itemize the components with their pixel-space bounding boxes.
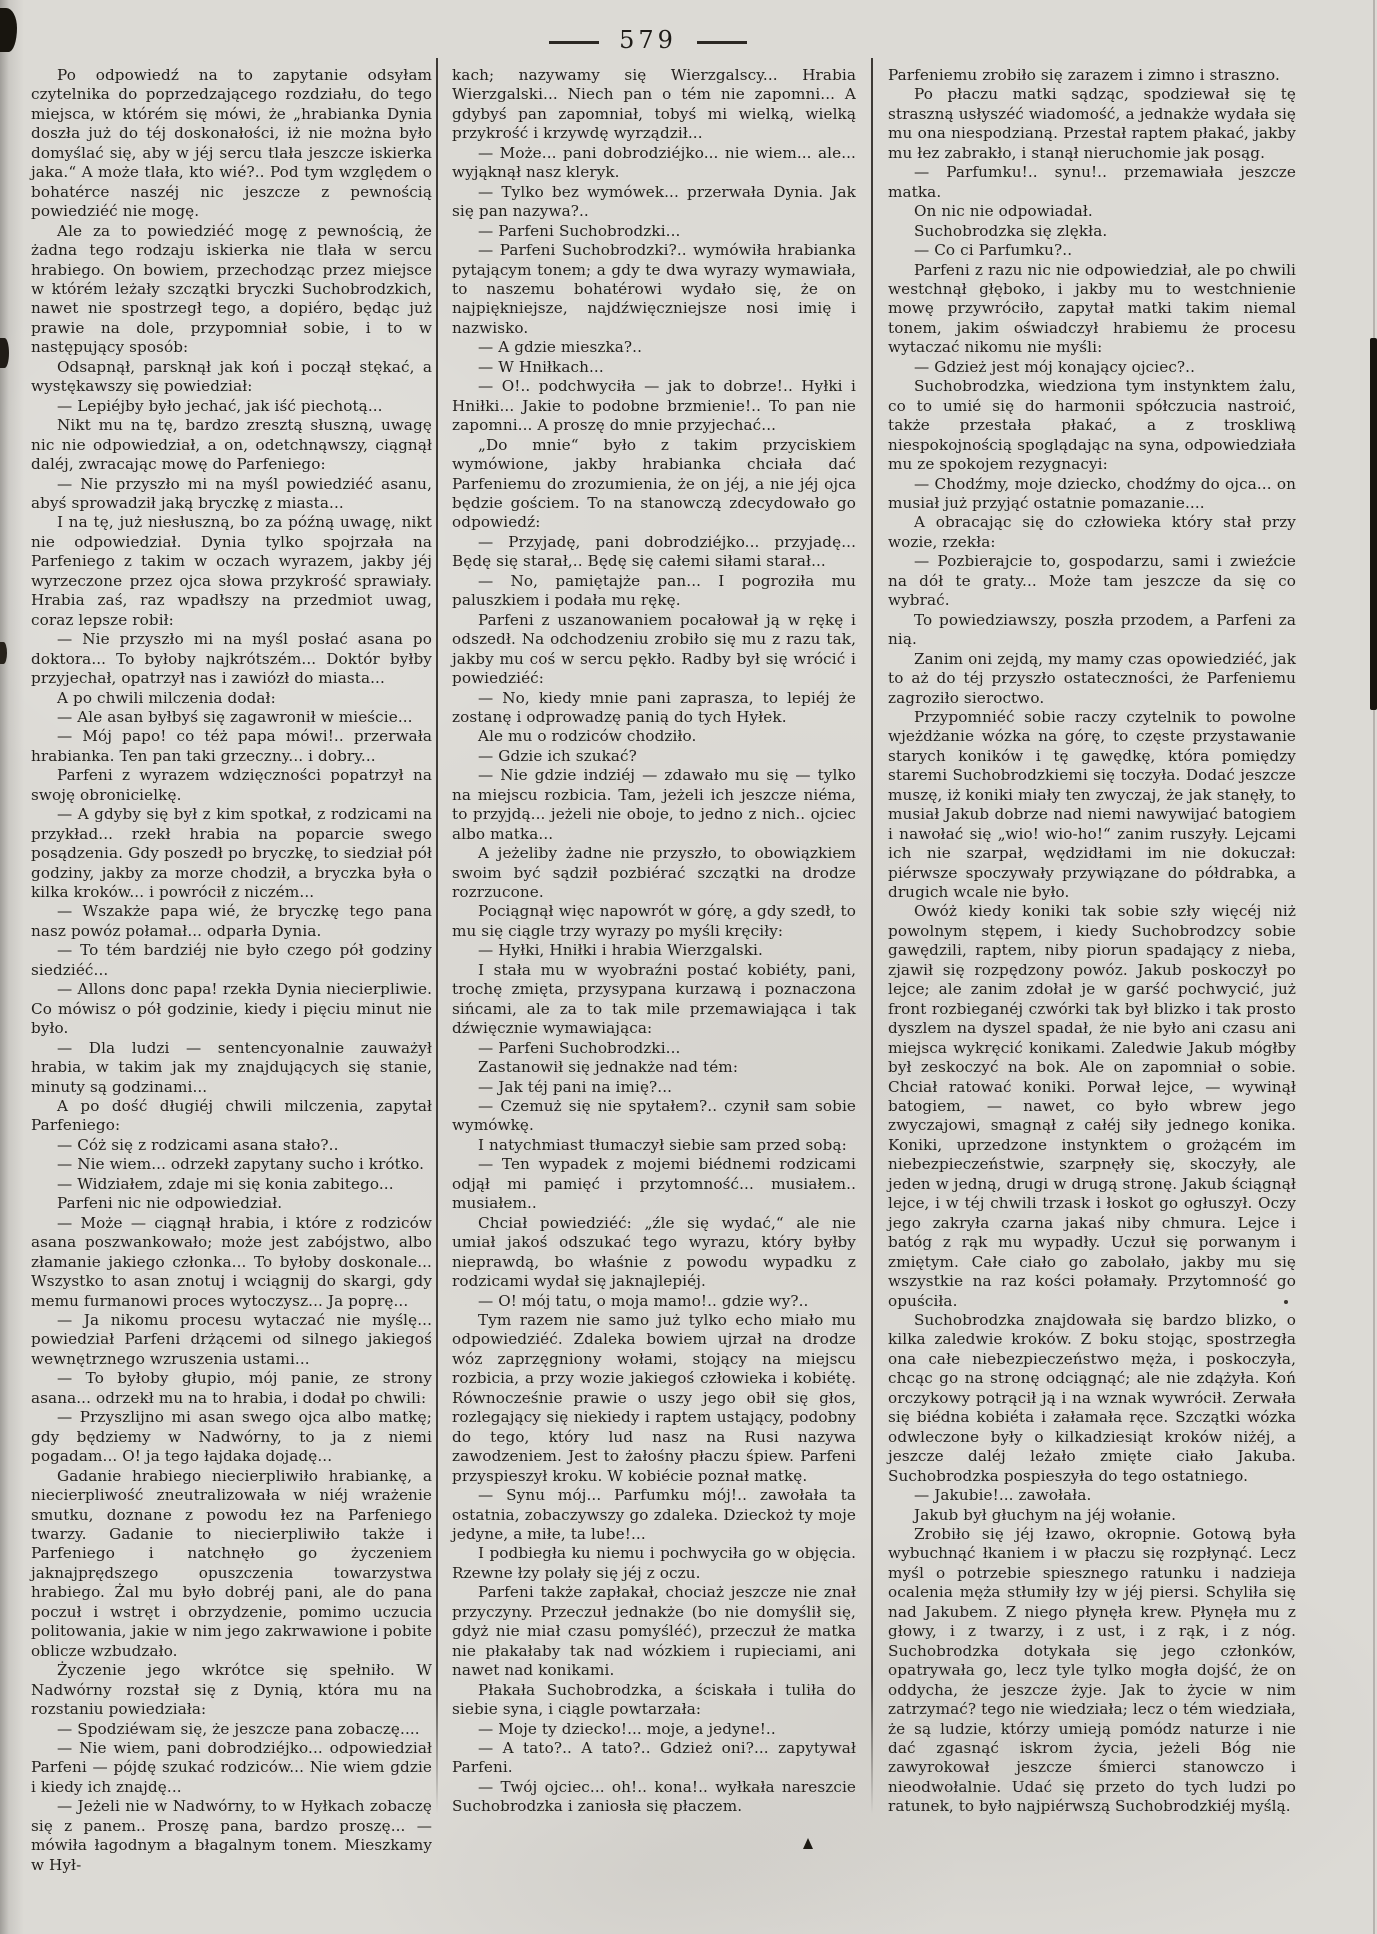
scan-gutter-shadow <box>0 0 26 1934</box>
scan-edge-faint <box>1373 0 1375 1934</box>
paragraph: — Gdzie ich szukać? <box>478 746 637 765</box>
paragraph: — Wszakże papa wié, że bryczkę tego pana nasz powóz połamał... odparła Dynia. <box>31 902 432 940</box>
paragraph: — O!.. podchwyciła — jak to dobrze!.. Hyłki i Hniłki... Jakie to podobne brzmienie!.. To pan nie zapomni... A proszę do mnie przyjechać... <box>452 377 856 435</box>
paragraph: — W Hniłkach... <box>478 357 604 376</box>
paragraph: Suchobrodzka znajdowała się bardzo blizko, o kilka zaledwie kroków. Z boku stojąc, spostrzegła ona całe niebezpieczeństwo męża, i poskoczyła, chcąc go na stronę odciągnąć; ale nie zdążyła. Koń orczykowy potrącił ją i na wznak wywrócił. Zerwała się biédna kobiéta i załamała ręce. Szczątki wózka odwleczone były o kilkadziesiąt kroków niżéj, a jeszcze daléj leżało zmięte ciało Jakuba. Suchobrodzka pospieszyła do tego ostatniego. <box>888 1311 1296 1485</box>
paragraph: Jakub był głuchym na jéj wołanie. <box>914 1505 1177 1524</box>
paragraph: Chciał powiedziéć: „źle się wydać,“ ale nie umiał jakoś odszukać tego wyrazu, który byłby nieprawdą, bo właśnie z powodu wypadku z rodzicami wydał się jaknajlepiéj. <box>452 1213 856 1291</box>
text-column-3 <box>888 66 1296 1817</box>
text-column-2 <box>452 66 856 1817</box>
paragraph: — No, pamiętajże pan... I pogroziła mu paluszkiem i podała mu rękę. <box>452 571 856 610</box>
paragraph: Owóż kiedy koniki tak sobie szły więcéj niż powolnym stępem, i kiedy Suchobrodzcy sobie gawędzili, raptem, niby piorun spadający z nieba, zjawił się rozpędzony powóz. Jakub poskoczył po lejce; ale zanim zdołał je w garść pochwycić, już front rozbieganéj czwórki tak był blizko i tak prosto dyszlem na dyszel spadał, że nie było ani czasu ani miejsca wykręcić konikami. Zaledwie Jakub mógłby był zeskoczyć na bok. Ale on zapomniał o sobie. Chciał ratować koniki. Porwał lejce, — wywinął batogiem, — nawet, co było wbrew jego zwyczajowi, smagnął z całéj siły jednego konika. Koniki, uprzedzone instynktem o grożącém im niebezpieczeństwie, szarpnęły się, skoczyły, ale jeden w jedną, drugi w drugą stronę. Jakub ściągnął lejce, i w téj chwili trzask i łoskot go ogłuszył. Oczy jego zakryła czarna jakaś niby chmura. Lejce i batóg z rąk mu wypadły. Uczuł się porwanym i zmiętym. Całe ciało go zabolało, jakby mu się wszystkie na raz kości połamały. Przytomność go opuściła. <box>888 902 1296 1310</box>
paragraph: On nic nie odpowiadał. <box>914 202 1093 221</box>
paragraph: Parfeniemu zrobiło się zarazem i zimno i straszno. <box>888 66 1280 84</box>
paragraph: — O! mój tatu, o moja mamo!.. gdzie wy?.. <box>478 1291 809 1310</box>
paragraph: — Cóż się z rodzicami asana stało?.. <box>57 1135 339 1154</box>
paragraph: — Twój ojciec... oh!.. kona!.. wyłkała nareszcie Suchobrodzka i zaniosła się płaczem. <box>452 1777 856 1816</box>
paragraph: — Parfeni Suchobrodzki?.. wymówiła hrabianka pytającym tonem; a gdy te dwa wyrazy wymawiała, to naszemu bohatérowi wydało się, że on najpiękniejsze, najdźwięczniejsze nosi imię i nazwisko. <box>452 241 856 337</box>
paragraph: — No, kiedy mnie pani zaprasza, to lepiéj że zostanę i odprowadzę panią do tych Hyłek. <box>452 688 856 726</box>
paragraph: — Przyszlijno mi asan swego ojca albo matkę; gdy będziemy w Nadwórny, to ja z niemi pogadam... O! ja tego łajdaka dojadę... <box>31 1408 432 1466</box>
paragraph: Tym razem nie samo już tylko echo miało mu odpowiedziéć. Zdaleka bowiem ujrzał na drodze wóz zaprzęgniony wołami, stojący na miejscu rozbicia, a przy wozie jakiegoś człowieka i kobiétę. Równocześnie prawie o uszy jego obił się głos, rozlegający się niekiedy i raptem ustający, podobny do tego, który lud nasz na Rusi nazywa zawodzeniem. Jest to żałośny płaczu śpiew. Parfeni przyspieszył kroku. W kobiécie poznał matkę. <box>452 1311 856 1485</box>
paragraph: I stała mu w wyobraźni postać kobiéty, pani, trochę zmięta, przysypana kurzawą i poznaczona sińcami, ale za to tak mile przemawiająca i tak dźwięcznie wymawiająca: <box>452 960 856 1038</box>
paragraph: — Hyłki, Hniłki i hrabia Wierzgalski. <box>478 941 763 960</box>
paragraph: — Parfumku!.. synu!.. przemawiała jeszcze matka. <box>888 163 1296 201</box>
paragraph: Ale za to powiedziéć mogę z pewnością, że żadna tego rodzaju iskierka nie tlała w sercu hrabiego. On bowiem, przechodząc przez miejsce w którém leżały szczątki bryczki Suchobrodzkich, nawet nie spostrzegł tego, a dopiéro, będąc już prawie na dole, przypomniał sobie, i to w następujący sposób: <box>31 221 432 357</box>
paragraph: Parfeni także zapłakał, chociaż jeszcze nie znał przyczyny. Przeczuł jednakże (bo nie domyślił się, gdyż nie miał czasu pomyśléć), przeczuł że matka nie płakałaby tak nad wózkiem i rupieciami, ani nawet nad konikami. <box>452 1583 856 1680</box>
paragraph: Gadanie hrabiego niecierpliwiło hrabiankę, a niecierpliwość zneutralizowała w niéj wrażenie smutku, doznane z powodu łez na Parfeniego twarzy. Gadanie to niecierpliwiło także i Parfeniego i natchnęło go życzeniem jaknajprędszego opuszczenia towarzystwa hrabiego. Żal mu było dobréj pani, ale do pana poczuł i wstręt i obrzydzenie, pomimo uczucia politowania, jakie w nim jego zakrwawione i pobite oblicze wzbudzało. <box>31 1466 432 1660</box>
paragraph: — Pozbierajcie to, gospodarzu, sami i zwieźcie na dół te graty... Może tam jeszcze da się co wybrać. <box>888 552 1296 610</box>
scan-artifact <box>0 338 9 368</box>
paragraph: — Spodziéwam się, że jeszcze pana zobaczę.... <box>57 1719 420 1738</box>
paragraph: — Parfeni Suchobrodzki... <box>478 221 681 240</box>
paragraph: A jeżeliby żadne nie przyszło, to obowiązkiem swoim być sądził pozbiérać szczątki na drodze rozrzucone. <box>452 844 856 902</box>
paragraph: — Ja nikomu procesu wytaczać nie myślę... powiedział Parfeni drżącemi od silnego jakiegoś wewnętrznego wzruszenia ustami... <box>31 1311 432 1368</box>
paragraph: Suchobrodzka, wiedziona tym instynktem żalu, co to umié się do harmonii spółczucia nastroić, także przestała płakać, a z troskliwą niespokojnością spoglądając na syna, odpowiedziała mu ze spokojem rezygnacyi: <box>888 377 1296 474</box>
paragraph: Płakała Suchobrodzka, a ściskała i tuliła do siebie syna, i ciągle powtarzała: <box>452 1680 856 1719</box>
paragraph: — Synu mój... Parfumku mój!.. zawołała ta ostatnia, zobaczywszy go zdaleka. Dzieckoż ty moje jedyne, a miłe, ta lube!... <box>452 1486 856 1543</box>
paragraph: Parfeni z razu nic nie odpowiedział, ale po chwili westchnął głęboko, i jakby mu to westchnienie mowę przywróciło, zapytał matki takim niemal tonem, jakim oświadczył hrabiemu że procesu wytaczać nikomu nie myśli: <box>888 260 1296 357</box>
paragraph: Zanim oni zejdą, my mamy czas opowiedziéć, jak to aż do téj przyszło ostateczności, że Parfeniemu zagroziło sieroctwo. <box>888 649 1296 707</box>
scan-artifact <box>0 642 7 664</box>
column-rule-1 <box>436 58 438 1814</box>
paragraph: kach; nazywamy się Wierzgalscy... Hrabia Wierzgalski... Niech pan o tém nie zapomni... A gdybyś pan zapomniał, tobyś mi wielką, wielką przykrość i krzywdę wyrządził... <box>452 66 856 143</box>
paragraph: Odsapnął, parsknął jak koń i począł stękać, a wystękawszy się powiedział: <box>31 357 432 396</box>
paragraph: — Allons donc papa! rzekła Dynia niecierpliwie. Co mówisz o pół godzinie, kiedy i pięciu minut nie było. <box>31 980 432 1038</box>
paragraph: — Gdzież jest mój konający ojciec?.. <box>914 357 1196 376</box>
header-rule-left <box>549 41 599 44</box>
paragraph: Pociągnął więc napowrót w górę, a gdy szedł, to mu się ciągle trzy wyrazy po myśli kręciły: <box>452 902 856 940</box>
paragraph: — A tato?.. A tato?.. Gdzież oni?... zapytywał Parfeni. <box>452 1738 856 1777</box>
paragraph: — Jak téj pani na imię?... <box>478 1077 673 1096</box>
paragraph: — Może — ciągnął hrabia, i które z rodziców asana poszwankowało; może jest zabójstwo, albo złamanie jakiego członka... To byłoby doskonale... Wszystko to asan znotuj i wciągnij do skargi, gdy memu furmanowi proces wytoczysz... Ja poprę... <box>31 1213 432 1310</box>
page-header <box>513 26 783 54</box>
paragraph: Przypomniéć sobie raczy czytelnik to powolne wjeżdżanie wózka na górę, to częste przystawanie starych koników i tę gawędkę, która pomiędzy staremi Suchobrodzkiemi się toczyła. Dodać jeszcze muszę, iż koniki miały ten zwyczaj, że jak stanęły, to musiał Jakub dobrze nad niemi nawywijać batogiem i nawołać się „wio! wio-ho!“ zanim ruszyły. Lejcami ich nie szarpał, wędzidłami im nie dokuczał: piérwsze spoczywały przywiązane do półdrabka, a drugich wcale nie było. <box>888 707 1296 902</box>
paragraph: — Może... pani dobrodziéjko... nie wiem... ale... wyjąknął nasz kleryk. <box>452 143 856 182</box>
paragraph: — Nie wiem, pani dobrodziéjko... odpowiedział Parfeni — pójdę szukać rodziców... Nie wiem gdzie i kiedy ich znajdę... <box>31 1738 432 1796</box>
paragraph: — Ale asan byłbyś się zagawronił w mieście... <box>57 707 413 726</box>
paragraph: A obracając się do człowieka który stał przy wozie, rzekła: <box>888 513 1296 551</box>
paragraph: Zrobiło się jéj łzawo, okropnie. Gotową była wybuchnąć łkaniem i w płaczu się rozpłynąć. Lecz myśl o potrzebie spiesznego ratunku i nadzieja ocalenia męża stłumiły łzy w jéj piersi. Schyliła się nad Jakubem. Z niego płynęła krew. Płynęła mu z głowy, i z twarzy, i z ust, i z rąk, i z nóg. Suchobrodzka dotykała się jego członków, opatrywała go, lecz tyle tylko mogła dojść, że on oddycha, że jeszcze żyje. Jak to życie w nim zatrzymać? tego nie wiedziała; lecz o tém wiedziała, że są ludzie, którzy umieją pomódz naturze i nie dać zgasnąć iskrom życia, jeżeli Bóg nie zawyrokował jeszcze śmierci stanowczo i nieodwołalnie. Udać się przeto do tych ludzi po ratunek, to było najpiérwszą Suchobrodzkiéj myślą. <box>888 1524 1296 1816</box>
paragraph: — Ten wypadek z mojemi biédnemi rodzicami odjął mi pamięć i przytomność... musiałem.. musiałem.. <box>452 1155 856 1213</box>
paragraph: — Nie przyszło mi na myśl posłać asana po doktora... To byłoby najkrótszém... Doktór byłby przyjechał, opatrzył nas i zawiózł do miasta... <box>31 630 432 688</box>
paragraph: To powiedziawszy, poszła przodem, a Parfeni za nią. <box>888 610 1296 649</box>
page-number: 579 <box>619 26 677 54</box>
scan-edge-bar <box>1370 338 1377 710</box>
column-rule-2 <box>871 58 873 1814</box>
paragraph: — Dla ludzi — sentencyonalnie zauważył hrabia, w takim jak my znajdujących się stanie, minuty są godzinami... <box>31 1038 432 1096</box>
paragraph: Nikt mu na tę, bardzo zresztą słuszną, uwagę nic nie odpowiedział, a on, odetchnąwszy, ciągnął daléj, zwracając mowę do Parfeniego: <box>31 416 432 474</box>
paragraph: Parfeni nic nie odpowiedział. <box>57 1194 283 1213</box>
header-rule-right <box>697 41 747 44</box>
paragraph: — Czemuż się nie spytałem?.. czynił sam sobie wymówkę. <box>452 1097 856 1135</box>
paragraph: — Chodźmy, moje dziecko, chodźmy do ojca... on musiał już przyjąć ostatnie pomazanie.... <box>888 474 1296 512</box>
paragraph: Parfeni z wyrazem wdzięczności popatrzył na swoję obronicielkę. <box>31 766 432 804</box>
paragraph: I natychmiast tłumaczył siebie sam przed sobą: <box>478 1135 847 1154</box>
paragraph: — Jeżeli nie w Nadwórny, to w Hyłkach zobaczę się z panem.. Proszę pana, bardzo proszę... — mówiła łagodnym a błagalnym tonem. Mieszkamy w Hył- <box>31 1797 432 1874</box>
paragraph: Zastanowił się jednakże nad tém: <box>478 1058 739 1077</box>
paragraph: A po dość długiéj chwili milczenia, zapytał Parfeniego: <box>31 1097 432 1135</box>
paragraph: A po chwili milczenia dodał: <box>57 688 276 707</box>
paragraph: — Widziałem, zdaje mi się konia zabitego... <box>57 1174 394 1193</box>
paragraph: — Przyjadę, pani dobrodziéjko... przyjadę... Będę się starał,.. Będę się całemi siłami starał... <box>452 532 856 571</box>
paragraph: I na tę, już niesłuszną, bo za późną uwagę, nikt nie odpowiedział. Dynia tylko spojrzała na Parfeniego z takim w oczach wyrazem, jakby jéj wyrzeczone przez ojca słowa przykrość sprawiały. Hrabia zaś, raz wpadłszy na przedmiot uwag, coraz lepsze robił: <box>31 513 432 629</box>
paragraph: — Nie wiem... odrzekł zapytany sucho i krótko. <box>57 1155 425 1174</box>
paragraph: — To byłoby głupio, mój panie, ze strony asana... odrzekł mu na to hrabia, i dodał po chwili: <box>31 1369 432 1407</box>
paragraph: — Moje ty dziecko!... moje, a jedyne!.. <box>478 1719 776 1738</box>
paragraph: — Parfeni Suchobrodzki... <box>478 1038 681 1057</box>
paragraph: I podbiegła ku niemu i pochwyciła go w objęcia. Rzewne łzy polały się jéj z oczu. <box>452 1544 856 1582</box>
paragraph: — A gdzie mieszka?.. <box>478 338 643 357</box>
scan-artifact <box>803 1838 813 1849</box>
paragraph: „Do mnie“ było z takim przyciskiem wymówione, jakby hrabianka chciała dać Parfeniemu do zrozumienia, że on jéj, a nie jéj ojca będzie gościem. To na stanowczą zdecydowało go odpowiedź: <box>452 435 856 532</box>
paragraph: Życzenie jego wkrótce się spełniło. W Nadwórny rozstał się z Dynią, która mu na rozstaniu powiedziała: <box>31 1661 432 1719</box>
paragraph: Po odpowiedź na to zapytanie odsyłam czytelnika do poprzedzającego rozdziału, do tego miejsca, w którém się mówi, że „hrabianka Dynia doszła już do téj doskonałości, iż nie można było domyślać się, aby w jéj sercu tlała jeszcze iskierka jaka.“ A może tlała, kto wié?.. Pod tym względem o bohatérce naszéj nic jeszcze z pewnością powiedziéć nie mogę. <box>31 66 432 221</box>
paragraph: — Nie gdzie indziéj — zdawało mu się — tylko na miejscu rozbicia. Tam, jeżeli ich jeszcze niéma, to przyjdą... jeżeli nie oboje, to jedno z nich.. ojciec albo matka... <box>452 766 856 843</box>
paragraph: Po płaczu matki sądząc, spodziewał się tę straszną usłyszéć wiadomość, a jednakże wydała się mu ona niespodzianą. Przestał raptem płakać, jakby mu łez zabrakło, i stanął nieruchomie jak posąg. <box>888 85 1296 162</box>
paragraph: — A gdyby się był z kim spotkał, z rodzicami na przykład... rzekł hrabia na poparcie swego posądzenia. Gdy poszedł po bryczkę, to siedział pół godziny, jakby za morze chodził, a bryczka była o kilka kroków... i powrócił z niczém... <box>31 805 432 902</box>
paragraph: — Jakubie!... zawołała. <box>914 1486 1092 1505</box>
paragraph: — Tylko bez wymówek... przerwała Dynia. Jak się pan nazywa?.. <box>452 182 856 221</box>
paragraph: — Mój papo! co téż papa mówi!.. przerwała hrabianka. Ten pan taki grzeczny... i dobry... <box>31 727 432 765</box>
paragraph: — Co ci Parfumku?.. <box>914 241 1073 260</box>
paragraph: — Nie przyszło mi na myśl powiedziéć asanu, abyś sprowadził jaką bryczkę z miasta... <box>31 474 432 512</box>
paragraph: Parfeni z uszanowaniem pocałował ją w rękę i odszedł. Na odchodzeniu zrobiło się mu z razu tak, jakby mu coś w sercu pękło. Radby był się wrócić i powiedziéć: <box>452 610 856 688</box>
paragraph: Ale mu o rodziców chodziło. <box>478 727 697 746</box>
paragraph: Suchobrodzka się zlękła. <box>914 221 1108 240</box>
text-column-1 <box>31 66 432 1875</box>
paragraph: — Lepiéjby było jechać, jak iść piechotą... <box>57 396 383 415</box>
paragraph: — To tém bardziéj nie było czego pół godziny siedziéć... <box>31 941 432 979</box>
